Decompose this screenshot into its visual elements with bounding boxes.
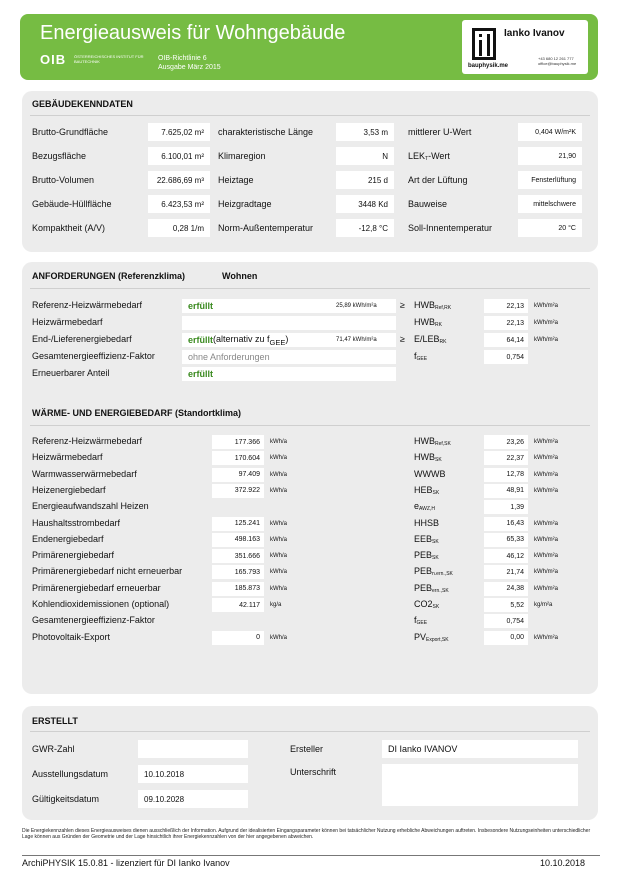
- certificate-title: Energieausweis für Wohngebäude: [40, 22, 346, 44]
- footer-divider: [22, 855, 600, 856]
- energy-demand-specific-unit: kWh/m²a: [534, 455, 558, 462]
- energy-demand-value: 177.366: [212, 435, 264, 449]
- energy-demand-specific-unit: kWh/m²a: [534, 569, 558, 576]
- code-text: PEB: [414, 550, 433, 561]
- signature-field: [382, 764, 578, 806]
- divider: [30, 425, 590, 426]
- code-subscript: GEE: [269, 337, 286, 347]
- energy-demand-specific-value: 12,78: [484, 468, 528, 482]
- building-param-label: [408, 151, 450, 162]
- code-text: LEK: [408, 151, 426, 161]
- energy-demand-code: [414, 632, 449, 643]
- energy-demand-code: [414, 436, 451, 447]
- guideline-info: [158, 54, 221, 72]
- code-text: EEB: [414, 533, 433, 544]
- requirement-label: End-/Lieferenergiebedarf: [32, 334, 132, 344]
- energy-demand-unit: kWh/a: [270, 536, 288, 543]
- gwr-field: [138, 740, 248, 758]
- building-param-value: 0,28 1/m: [148, 219, 210, 237]
- requirement-status: ohne Anforderungen: [188, 352, 270, 362]
- energy-demand-specific-value: 24,38: [484, 582, 528, 596]
- energy-demand-specific-unit: kWh/m²a: [534, 471, 558, 478]
- requirement-status-field: [182, 367, 396, 381]
- code-text: f: [414, 615, 417, 626]
- code-subscript: SK: [432, 555, 439, 562]
- energy-demand-specific-value: 16,43: [484, 517, 528, 531]
- energy-demand-unit: kWh/a: [270, 569, 288, 576]
- energy-demand-specific-unit: kWh/m²a: [534, 634, 558, 641]
- code-subscript: SK: [432, 489, 440, 496]
- energy-demand-specific-unit: kWh/m²a: [534, 553, 558, 560]
- code-text: HWB: [414, 300, 435, 310]
- issuer-title: ERSTELLT: [32, 716, 78, 726]
- energy-demand-label: Endenergiebedarf: [32, 533, 104, 544]
- requirement-code: [414, 334, 446, 345]
- energy-demand-label: Primärenergiebedarf: [32, 550, 115, 561]
- requirement-label: Heizwärmebedarf: [32, 317, 103, 327]
- energy-demand-unit: kWh/a: [270, 487, 288, 494]
- building-param-value: 3,53 m: [336, 123, 394, 141]
- code-text: HWB: [414, 452, 435, 463]
- code-text: WWWB: [414, 468, 446, 479]
- requirement-unit: kWh/m²a: [534, 337, 558, 343]
- building-param-label: mittlerer U-Wert: [408, 127, 472, 137]
- signature-label: Unterschrift: [290, 767, 337, 777]
- issue-date-field: 10.10.2018: [138, 765, 248, 783]
- code-text: HWB: [414, 317, 435, 327]
- energy-demand-specific-value: 65,33: [484, 533, 528, 547]
- energy-demand-specific-value: 21,74: [484, 565, 528, 579]
- company-logo-name: Ianko Ivanov: [504, 28, 565, 39]
- requirement-status: erfüllt: [188, 369, 214, 379]
- requirement-status-note: [213, 334, 288, 347]
- code-text: PEB: [414, 582, 433, 593]
- requirements-usage: Wohnen: [222, 271, 258, 281]
- energy-demand-value: 185.873: [212, 582, 264, 596]
- energy-demand-value: 498.163: [212, 533, 264, 547]
- energy-demand-label: Gesamtenergieeffizienz-Faktor: [32, 615, 155, 626]
- building-param-label: Brutto-Grundfläche: [32, 127, 109, 137]
- company-logo-icon: [472, 28, 496, 60]
- code-text: PEB: [414, 566, 433, 577]
- energy-demand-unit: kWh/a: [270, 455, 288, 462]
- requirement-limit-value: 71,47 kWh/m²a: [336, 337, 377, 343]
- energy-demand-unit: kWh/a: [270, 471, 288, 478]
- divider: [30, 288, 590, 289]
- building-data-panel: [22, 91, 598, 252]
- energy-demand-code: [414, 518, 439, 529]
- energy-demand-unit: kWh/a: [270, 585, 288, 592]
- energy-demand-specific-value: 0,00: [484, 631, 528, 645]
- building-param-label: Art der Lüftung: [408, 175, 468, 185]
- energy-demand-value: 0: [212, 631, 264, 645]
- code-subscript: AWZ,H: [419, 506, 435, 513]
- code-subscript: Ref,RK: [435, 305, 452, 311]
- code-subscript: SK: [432, 604, 440, 610]
- energy-demand-specific-value: 5,52: [484, 598, 528, 612]
- requirement-unit: kWh/m²a: [534, 303, 558, 309]
- energy-demand-label: Warmwasserwärmebedarf: [32, 468, 137, 479]
- energy-demand-specific-value: 0,754: [484, 614, 528, 628]
- guideline-edition: Ausgabe März 2015: [158, 64, 221, 71]
- building-param-value: Fensterlüftung: [518, 171, 582, 189]
- requirement-status-field: [182, 350, 396, 364]
- valid-until-field: 09.10.2028: [138, 790, 248, 808]
- energy-demand-value: 165.793: [212, 565, 264, 579]
- company-phone: +43 680 12 261 777: [538, 56, 574, 61]
- certificate-header: [20, 14, 598, 80]
- energy-demand-label: Primärenergiebedarf erneuerbar: [32, 582, 161, 593]
- building-param-value: 6.423,53 m²: [148, 195, 210, 213]
- code-subscript: T: [425, 156, 429, 162]
- building-param-label: Kompaktheit (A/V): [32, 223, 106, 233]
- building-param-label: Klimaregion: [218, 151, 266, 161]
- energy-demand-label: Energieaufwandszahl Heizen: [32, 501, 149, 512]
- code-text: e: [414, 501, 420, 512]
- code-text: E/LEB: [414, 334, 440, 344]
- energy-demand-value: 351.666: [212, 549, 264, 563]
- energy-demand-code: [414, 566, 453, 577]
- code-subscript: GEE: [416, 356, 428, 362]
- code-text: PV: [414, 631, 427, 642]
- guideline-name: OIB-Richtlinie 6: [158, 55, 207, 62]
- building-param-label: Brutto-Volumen: [32, 175, 95, 185]
- energy-demand-code: [414, 469, 446, 480]
- building-param-value: 6.100,01 m²: [148, 147, 210, 165]
- requirement-code: [414, 317, 442, 328]
- issuer-field: DI Ianko IVANOV: [382, 740, 578, 758]
- software-license: ArchiPHYSIK 15.0.81 - lizenziert für DI Ianko Ivanov: [22, 858, 230, 868]
- building-param-label: Heizgradtage: [218, 199, 272, 209]
- requirements-title: ANFORDERUNGEN (Referenzklima): [32, 271, 186, 281]
- building-param-value: -12,8 °C: [336, 219, 394, 237]
- requirement-status: erfüllt: [188, 335, 214, 345]
- code-suffix: -Wert: [428, 151, 450, 161]
- energy-demand-unit: kg/a: [270, 602, 282, 608]
- requirement-label: Gesamtenergieeffizienz-Faktor: [32, 351, 155, 361]
- building-param-label: Heiztage: [218, 175, 254, 185]
- divider: [30, 115, 590, 116]
- energy-demand-specific-unit: kWh/m²a: [534, 487, 558, 494]
- requirement-value: 0,754: [484, 350, 528, 364]
- energy-demand-label: Heizwärmebedarf: [32, 452, 103, 463]
- energy-demand-specific-value: 48,91: [484, 484, 528, 498]
- energy-demand-code: [414, 550, 439, 561]
- requirement-label: Erneuerbarer Anteil: [32, 368, 110, 378]
- energy-demand-unit: kWh/a: [270, 520, 288, 527]
- energy-demand-specific-value: 22,37: [484, 451, 528, 465]
- energy-demand-value: 372.922: [212, 484, 264, 498]
- requirements-panel: [22, 262, 598, 694]
- building-data-title: GEBÄUDEKENNDATEN: [32, 99, 133, 109]
- code-subscript: GEE: [416, 620, 428, 627]
- building-param-label: Bauweise: [408, 199, 448, 209]
- code-subscript: SK: [432, 538, 439, 545]
- energy-demand-unit: kWh/a: [270, 634, 288, 641]
- energy-demand-value: 170.604: [212, 451, 264, 465]
- requirement-value: 64,14: [484, 333, 528, 347]
- oib-logo: OIB: [40, 52, 67, 67]
- code-subscript: n.ern.,SK: [432, 571, 453, 578]
- energy-demand-specific-value: 1,39: [484, 500, 528, 514]
- code-text: f: [414, 351, 417, 361]
- energy-demand-label: Heizenergiebedarf: [32, 484, 106, 495]
- energy-demand-value: 125.241: [212, 517, 264, 531]
- energy-demand-code: [414, 583, 449, 594]
- issue-date-label: Ausstellungsdatum: [32, 769, 109, 779]
- issuer-label: Ersteller: [290, 744, 324, 754]
- energy-demand-specific-value: 23,26: [484, 435, 528, 449]
- building-param-value: 0,404 W/m²K: [518, 123, 582, 141]
- building-param-label: Bezugsfläche: [32, 151, 87, 161]
- energy-demand-title: WÄRME- UND ENERGIEBEDARF (Standortklima): [32, 408, 242, 418]
- company-email: office@bauphysik.me: [538, 61, 577, 66]
- greater-equal-symbol: ≥: [400, 334, 405, 344]
- code-text: HWB: [414, 436, 435, 446]
- disclaimer-footnote: Die Energiekennzahlen dieses Energieausweises dienen ausschließlich der Information. Aufgrund der idealisierten Eingangsparameter können bei tatsächlicher Nutzung erhebliche Abweichungen auftreten. Insbesondere Nutzungseinheiten unterschiedlicher Lage können aus Gründen der Geometrie und der Lage hinsichtlich ihrer Energiekennzahlen von der hier angegebenen abweichen.: [22, 828, 591, 840]
- energy-demand-label: Photovoltaik-Export: [32, 631, 111, 642]
- code-text: HEB: [414, 484, 433, 495]
- energy-demand-code: [414, 615, 427, 626]
- energy-demand-unit: kWh/a: [270, 439, 288, 445]
- energy-demand-specific-value: 46,12: [484, 549, 528, 563]
- building-param-value: 3448 Kd: [336, 195, 394, 213]
- company-logo-web: bauphysik.me: [468, 63, 509, 69]
- energy-demand-unit: kWh/a: [270, 553, 288, 560]
- building-param-label: charakteristische Länge: [218, 127, 314, 137]
- energy-demand-code: [414, 534, 439, 545]
- issuer-panel: [22, 706, 598, 820]
- building-param-label: Norm-Außentemperatur: [218, 223, 314, 233]
- code-text: (alternativ zu f: [213, 333, 270, 344]
- building-param-value: 21,90: [518, 147, 582, 165]
- code-text: CO2: [414, 599, 433, 609]
- energy-demand-specific-unit: kWh/m²a: [534, 439, 558, 445]
- building-param-value: 7.625,02 m²: [148, 123, 210, 141]
- building-param-value: 20 °C: [518, 219, 582, 237]
- energy-demand-code: [414, 501, 435, 512]
- energy-demand-label: Haushaltsstrombedarf: [32, 517, 121, 528]
- energy-demand-value: 42.117: [212, 598, 264, 612]
- company-logo-contact: [538, 56, 576, 66]
- energy-demand-code: [414, 452, 442, 463]
- requirement-code: [414, 300, 451, 311]
- requirement-status: erfüllt: [188, 301, 214, 311]
- code-text: HHSB: [414, 517, 440, 528]
- code-subscript: Export,SK: [426, 636, 449, 643]
- company-logo: [462, 20, 588, 74]
- energy-demand-code: [414, 485, 439, 496]
- building-param-value: 22.686,69 m³: [148, 171, 210, 189]
- valid-until-label: Gültigkeitsdatum: [32, 794, 100, 804]
- energy-demand-specific-unit: kWh/m²a: [534, 536, 558, 543]
- energy-demand-label: Referenz-Heizwärmebedarf: [32, 436, 143, 446]
- building-param-value: mittelschwere: [518, 195, 582, 213]
- building-param-value: N: [336, 147, 394, 165]
- gwr-label: GWR-Zahl: [32, 744, 75, 754]
- code-suffix: ): [285, 333, 289, 344]
- code-subscript: RK: [435, 322, 442, 328]
- building-param-value: 215 d: [336, 171, 394, 189]
- code-subscript: RK: [439, 339, 447, 345]
- greater-equal-symbol: ≥: [400, 300, 405, 310]
- building-param-label: Gebäude-Hüllfläche: [32, 199, 112, 209]
- divider: [30, 731, 590, 732]
- code-subscript: SK: [435, 457, 442, 464]
- requirement-status-field: [182, 316, 396, 330]
- requirement-value: 22,13: [484, 316, 528, 330]
- footer-date: 10.10.2018: [540, 858, 586, 868]
- energy-demand-value: 97.409: [212, 468, 264, 482]
- energy-demand-specific-unit: kg/m²a: [534, 602, 553, 608]
- energy-demand-specific-unit: kWh/m²a: [534, 520, 558, 527]
- energy-demand-code: [414, 599, 439, 610]
- requirement-code: [414, 351, 427, 362]
- energy-demand-label: Kohlendioxidemissionen (optional): [32, 599, 170, 609]
- oib-logo-subtitle: ÖSTERREICHISCHES INSTITUT FÜR BAUTECHNIK: [74, 54, 144, 64]
- energy-demand-specific-unit: kWh/m²a: [534, 585, 558, 592]
- code-subscript: ern.,SK: [432, 587, 449, 594]
- requirement-value: 22,13: [484, 299, 528, 313]
- requirement-unit: kWh/m²a: [534, 320, 558, 326]
- building-param-label: Soll-Innentemperatur: [408, 223, 493, 233]
- requirement-limit-value: 25,89 kWh/m²a: [336, 303, 377, 309]
- energy-demand-label: Primärenergiebedarf nicht erneuerbar: [32, 566, 183, 577]
- requirement-label: Referenz-Heizwärmebedarf: [32, 300, 143, 310]
- code-subscript: Ref,SK: [435, 441, 451, 447]
